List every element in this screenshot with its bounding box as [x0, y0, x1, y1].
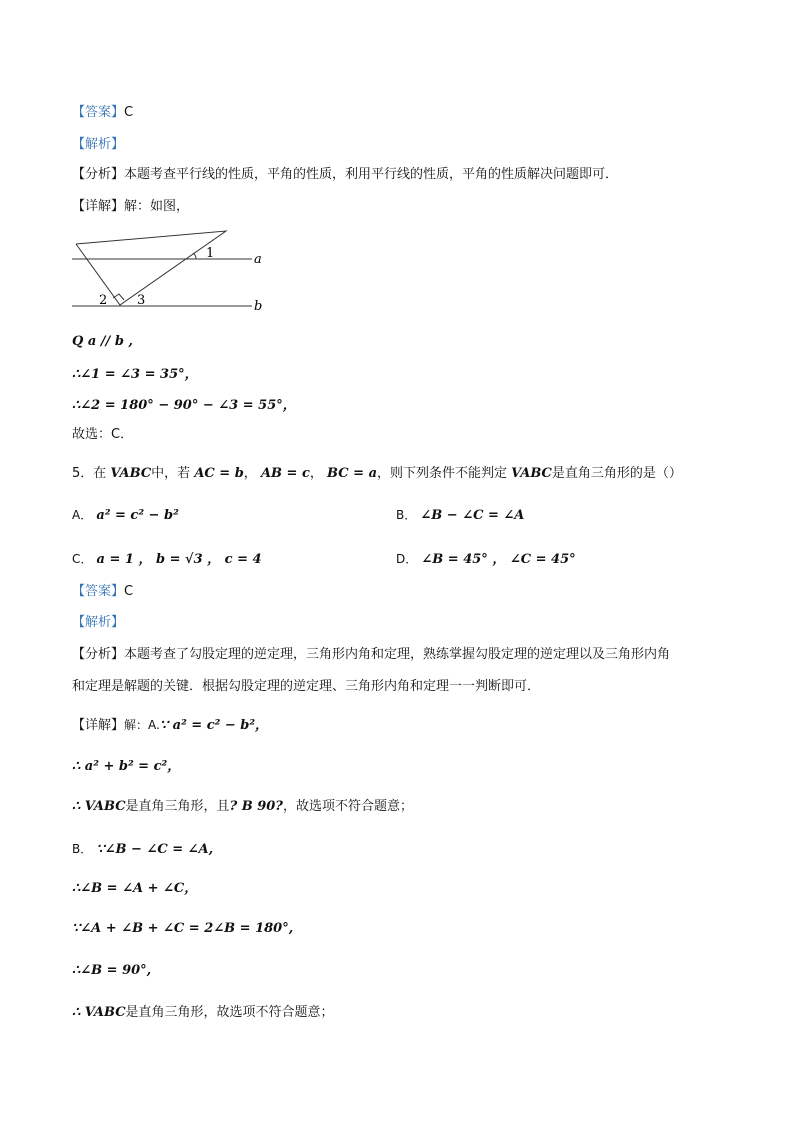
fenxi-tag: 【分析】: [72, 167, 125, 182]
fenxi-line-5b: 和定理是解题的关键．根据勾股定理的逆定理、三角形内角和定理一一判断即可．: [72, 679, 541, 694]
option-c-label: C．: [72, 552, 93, 566]
answer-value-5: C: [124, 584, 134, 599]
option-d: [396, 550, 576, 569]
label-a: a: [254, 252, 262, 267]
xiangjie-math-5: ∵ a² = c² − b²，: [159, 718, 269, 733]
option-c: [72, 550, 262, 569]
analysis-heading-5: [72, 614, 124, 632]
step-a3-tail: ，故选项不符合题意；: [282, 799, 413, 814]
xiangjie-line-5: [72, 716, 268, 735]
stem-ac: AC = b: [194, 466, 244, 481]
analysis-tag: 【解析】: [72, 137, 125, 152]
fenxi-tag-5: 【分析】: [72, 647, 125, 662]
stem-suffix: 是直角三角形的是（）: [551, 466, 682, 481]
label-1: 1: [206, 246, 215, 261]
xiangjie-prefix-5: 解：A.: [124, 718, 160, 732]
step-b5: [72, 1004, 334, 1022]
step-a3: [72, 798, 413, 816]
step-b3: ∵∠A + ∠B + ∠C = 2∠B = 180°,: [72, 921, 294, 936]
right-angle-mark: [113, 294, 124, 300]
option-d-math: ∠B = 45° ， ∠C = 45°: [421, 552, 576, 567]
stem-mid2: ，则下列条件不能判定: [377, 466, 508, 481]
angle-1-arc: [193, 253, 196, 259]
step-b5-math: ∴ VABC: [72, 1005, 126, 1020]
stem-bc: BC = a: [327, 466, 377, 481]
option-b-math: ∠B − ∠C = ∠A: [420, 508, 525, 523]
option-d-label: D．: [396, 552, 418, 566]
analysis-tag-5: 【解析】: [72, 615, 125, 630]
step-b5-text: 是直角三角形，故选项不符合题意；: [125, 1005, 334, 1020]
option-a-math: a² = c² − b²: [96, 508, 179, 523]
step-a2: ∴ a² + b² = c²，: [72, 759, 181, 774]
stem-mid1: 中，若: [151, 466, 191, 481]
step-a3-text: 是直角三角形，且: [125, 799, 230, 814]
xiangjie-text: 解：如图，: [124, 199, 190, 214]
question-5-stem: [72, 465, 682, 483]
option-b-label: B．: [396, 508, 417, 522]
step-b4: ∴∠B = 90°,: [72, 963, 152, 978]
option-b: [396, 506, 524, 525]
xiangjie-tag-5: 【详解】: [72, 718, 125, 733]
answer-value: C: [124, 105, 134, 120]
step-angle-equal: ∴∠1 = ∠3 = 35°，: [72, 367, 198, 382]
stem-ab: AB = c: [260, 466, 310, 481]
answer-tag: 【答案】: [72, 105, 125, 120]
stem-comma1: ，: [243, 466, 257, 481]
xiangjie-line: [72, 198, 189, 216]
xiangjie-tag: 【详解】: [72, 199, 125, 214]
answer-line: [72, 104, 133, 122]
step-a3-math2: ? B 90?: [229, 799, 283, 814]
step-a3-math: ∴ VABC: [72, 799, 126, 814]
stem-triangle: VABC: [110, 466, 152, 481]
step-b2: ∴∠B = ∠A + ∠C，: [72, 881, 198, 896]
fenxi-line-5a: [72, 646, 670, 664]
label-b: b: [254, 299, 263, 314]
step-angle-2: ∴∠2 = 180° − 90° − ∠3 = 55°，: [72, 398, 296, 413]
fenxi-text-5a: 本题考查了勾股定理的逆定理，三角形内角和定理，熟练掌握勾股定理的逆定理以及三角形内角: [124, 647, 671, 662]
step-b1-math: ∵∠B − ∠C = ∠A,: [96, 842, 214, 857]
option-c-math: a = 1 ， b = √3 ， c = 4: [96, 552, 262, 567]
stem-triangle-2: VABC: [511, 466, 552, 481]
option-a: [72, 506, 179, 525]
fenxi-line: [72, 166, 618, 184]
analysis-heading: [72, 136, 124, 154]
stem-comma2: ，: [309, 466, 323, 481]
conclusion-4: 故选：C．: [72, 427, 134, 442]
step-b1-label: B．: [72, 842, 93, 856]
fenxi-text: 本题考查平行线的性质，平角的性质，利用平行线的性质，平角的性质解决问题即可．: [124, 167, 619, 182]
option-a-label: A．: [72, 508, 93, 522]
stem-prefix: 5．在: [72, 466, 107, 481]
step-parallel: Q a // b ,: [72, 334, 133, 349]
answer-line-5: [72, 583, 133, 601]
parallel-lines-figure: [68, 226, 268, 318]
label-2: 2: [99, 293, 108, 308]
label-3: 3: [137, 293, 146, 308]
answer-tag-5: 【答案】: [72, 584, 125, 599]
step-b1: [72, 840, 213, 859]
